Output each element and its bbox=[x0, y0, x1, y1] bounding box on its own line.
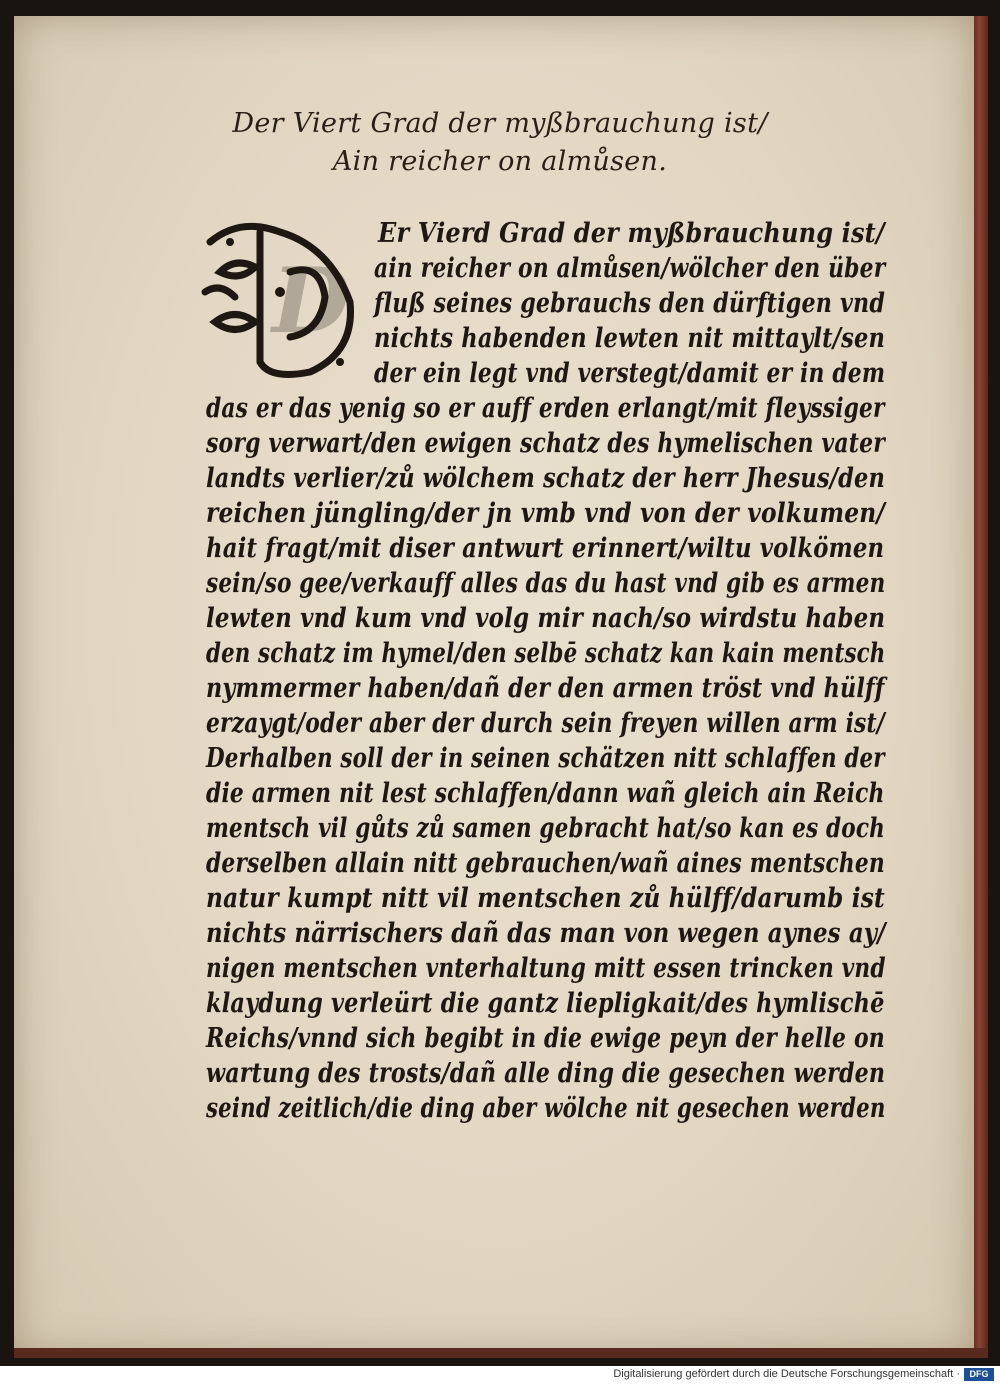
body-line: landts verlier/zů wölchem schatz der herr Jhesus/den bbox=[206, 463, 886, 494]
body-line: nymmermer haben/dañ der den armen tröst vnd hülff bbox=[206, 673, 885, 704]
body-line: Reichs/vnnd sich begibt in die ewige peyn der helle on bbox=[206, 1023, 885, 1054]
body-line: natur kumpt nitt vil mentschen zů hülff/darumb ist bbox=[206, 883, 885, 914]
footer-bar bbox=[0, 1366, 1000, 1385]
body-line: derselben allain nitt gebrauchen/wañ aines mentschen bbox=[206, 848, 885, 879]
body-line: sorg verwart/den ewigen schatz des hymelischen vater bbox=[206, 428, 885, 459]
funding-credit: Digitalisierung gefördert durch die Deutsche Forschungsgemeinschaft · bbox=[613, 1368, 960, 1380]
body-line: der ein legt vnd verstegt/damit er in dem bbox=[374, 358, 886, 389]
body-line: sein/so gee/verkauff alles das du hast vnd gib es armen bbox=[206, 568, 886, 599]
initial-letter-text: D bbox=[272, 248, 351, 354]
body-line: seind zeitlich/die ding aber wölche nit gesechen werden bbox=[206, 1093, 886, 1124]
chapter-heading-line-1: Der Viert Grad der myßbrauchung ist/ bbox=[232, 108, 768, 139]
body-line: hait fragt/mit diser antwurt erinnert/wiltu volkömen bbox=[206, 533, 885, 564]
body-line: wartung des trosts/dañ alle ding die gesechen werden bbox=[206, 1058, 886, 1089]
body-line: nichts habenden lewten nit mittaylt/sen bbox=[374, 323, 886, 354]
body-line: nichts närrischers dañ das man von wegen aynes ay/ bbox=[206, 918, 886, 949]
book-cover-edge-right bbox=[974, 16, 988, 1356]
book-cover-edge-bottom bbox=[14, 1348, 988, 1358]
body-line: das er das yenig so er auff erden erlangt/mit fleyssiger bbox=[206, 393, 885, 424]
body-line: Derhalben soll der in seinen schätzen nitt schlaffen der bbox=[206, 743, 885, 774]
body-line: nigen mentschen vnterhaltung mitt essen trincken vnd bbox=[206, 953, 886, 984]
dfg-logo: DFG bbox=[964, 1368, 994, 1381]
decorated-initial-d bbox=[200, 212, 368, 380]
body-line: fluß seines gebrauchs den dürftigen vnd bbox=[374, 288, 886, 319]
body-line: reichen jüngling/der jn vmb vnd von der volkumen/ bbox=[206, 498, 886, 529]
body-line: klaydung verleürt die gantz liepligkait/des hymlischē bbox=[206, 988, 885, 1019]
body-line: ain reicher on almůsen/wölcher den über bbox=[374, 253, 886, 284]
body-line: erzaygt/oder aber der durch sein freyen willen arm ist/ bbox=[206, 708, 885, 739]
body-line: den schatz im hymel/den selbē schatz kan kain mentsch bbox=[206, 638, 886, 669]
body-line: Er Vierd Grad der myßbrauchung ist/ bbox=[378, 218, 885, 249]
body-line: lewten vnd kum vnd volg mir nach/so wirdstu haben bbox=[206, 603, 886, 634]
chapter-heading-line-2: Ain reicher on almůsen. bbox=[332, 146, 668, 177]
body-line: mentsch vil gůts zů samen gebracht hat/so kan es doch bbox=[206, 813, 886, 844]
body-line: die armen nit lest schlaffen/dann wañ gleich ain Reich bbox=[206, 778, 885, 809]
